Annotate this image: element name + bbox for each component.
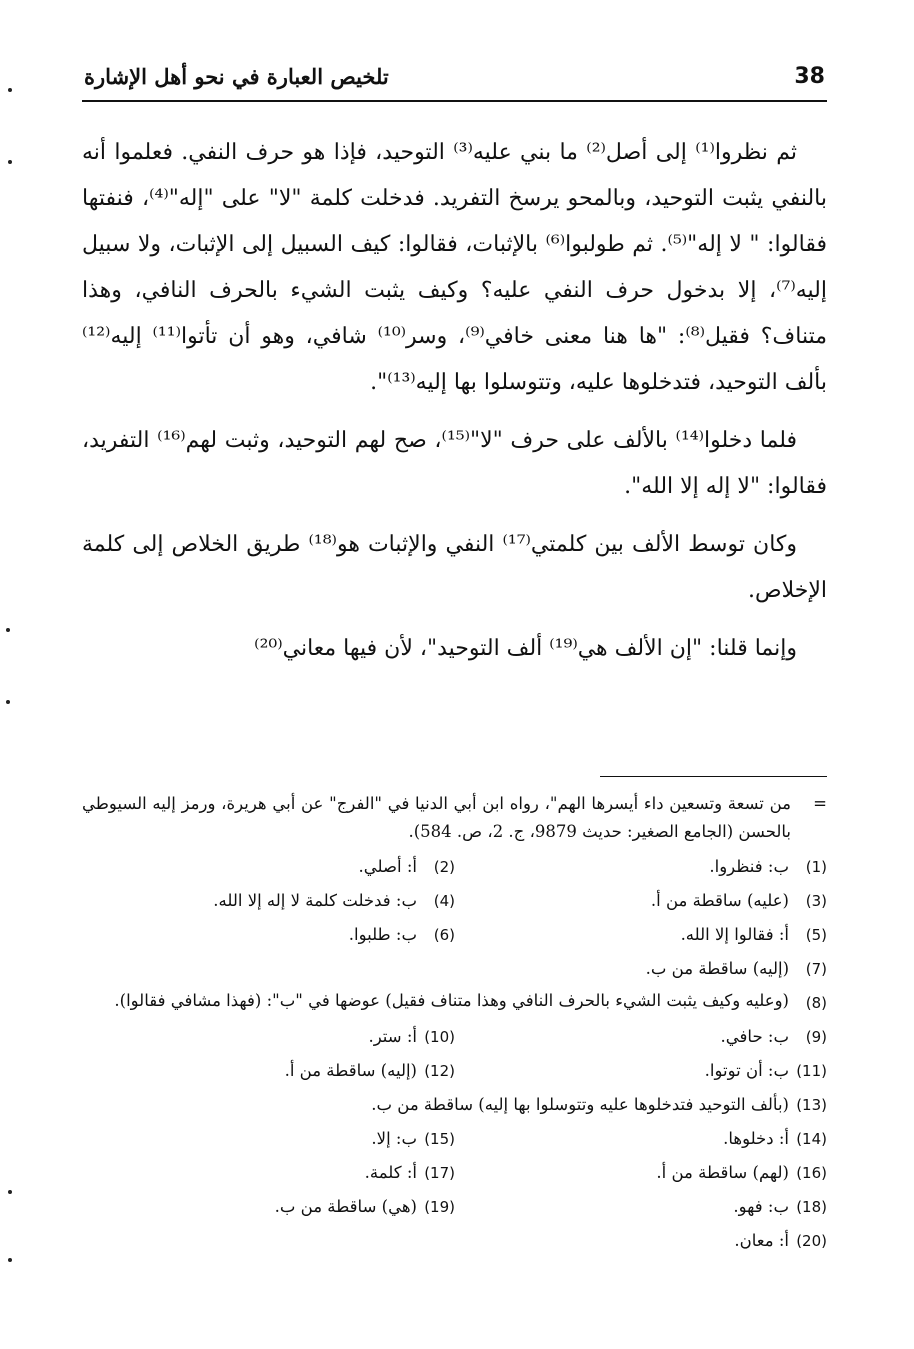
page-number: 38 — [794, 64, 825, 89]
footnote-number: (3) — [805, 892, 827, 910]
paragraph: وكان توسط الألف بين كلمتي⁽¹⁷⁾ النفي والإثبات هو⁽¹⁸⁾ طريق الخلاص إلى كلمة الإخلاص. — [82, 532, 827, 603]
footnote-number: (15) — [424, 1130, 455, 1148]
footnote-text: (عليه) ساقطة من أ. — [650, 891, 789, 910]
footnote-text: ب: طلبوا. — [348, 925, 417, 944]
footnote-text: (بألف التوحيد فتدخلوها عليه وتتوسلوا بها إليه) ساقطة من ب. — [371, 1095, 789, 1114]
footnote-text: أ: معان. — [734, 1231, 789, 1250]
footnote-item — [83, 1122, 455, 1156]
paragraph: ثم نظروا⁽¹⁾ إلى أصل⁽²⁾ ما بني عليه⁽³⁾ التوحيد، فإذا هو حرف النفي. فعلموا أنه بالنفي يثبت التوحيد، وبالمحو يرسخ التفريد. فدخلت كلمة "لا" على "إله"⁽⁴⁾، فنفتها فقالوا: " لا إله"⁽⁵⁾. ثم طولبوا⁽⁶⁾ بالإثبات، فقالوا: كيف السبيل إلى الإثبات، ولا سبيل إليه⁽⁷⁾، إلا بدخول حرف النفي عليه؟ وكيف يثبت الشيء بالحرف النافي، وهذا متناف؟ فقيل⁽⁸⁾: "ها هنا معنى خافي⁽⁹⁾، وسر⁽¹⁰⁾ شافي، وهو أن تأتوا⁽¹¹⁾ إليه⁽¹²⁾ بألف التوحيد، فتدخلوها عليه، وتتوسلوا بها إليه⁽¹³⁾". — [82, 140, 828, 395]
footnote-text: أ: دخلوها. — [723, 1129, 789, 1148]
footnote-item — [455, 1020, 827, 1054]
footnote-continuation — [82, 790, 827, 846]
footnote-item — [455, 850, 827, 884]
footnote-text: أ: ستر. — [368, 1027, 417, 1046]
footnote-row — [82, 1088, 827, 1122]
footnote-text: (وعليه وكيف يثبت الشيء بالحرف النافي وهذا متناف فقيل) عوضها في "ب": (فهذا مشافي فقالوا). — [114, 991, 789, 1010]
footnote-row — [82, 986, 827, 1020]
footnote-text: ب: فهو. — [733, 1197, 789, 1216]
footnote-number: (5) — [805, 926, 827, 944]
footnote-row — [82, 1020, 827, 1054]
footnote-number: (4) — [433, 892, 455, 910]
footnote-number: (18) — [796, 1198, 827, 1216]
footnote-row — [82, 1122, 827, 1156]
footnote-text: ب: إلا. — [371, 1129, 417, 1148]
footnote-item — [82, 1088, 827, 1122]
footnote-number: (16) — [796, 1164, 827, 1182]
footnote-item — [82, 986, 827, 1020]
page-header — [82, 58, 827, 102]
footnote-row — [82, 1156, 827, 1190]
footnote-text: (إليه) ساقطة من ب. — [645, 959, 789, 978]
footnote-row — [82, 952, 827, 986]
footnote-item — [82, 1224, 827, 1258]
footnote-number: (20) — [796, 1232, 827, 1250]
footnote-text: أ: فقالوا إلا الله. — [680, 925, 789, 944]
footnote-item — [83, 850, 455, 884]
footnote-item — [455, 1190, 827, 1224]
footnote-item — [455, 1156, 827, 1190]
footnote-text: (هي) ساقطة من ب. — [274, 1197, 417, 1216]
footnote-text: (إليه) ساقطة من أ. — [284, 1061, 417, 1080]
footnote-item — [83, 1020, 455, 1054]
footnote-list — [82, 850, 827, 1258]
footnote-row — [82, 850, 827, 884]
footnote-number: (1) — [805, 858, 827, 876]
footnote-item — [455, 918, 827, 952]
footnote-number: (17) — [424, 1164, 455, 1182]
footnote-separator — [600, 776, 827, 777]
footnote-item — [83, 1054, 455, 1088]
continuation-mark: = — [813, 794, 827, 813]
footnote-number: (9) — [805, 1028, 827, 1046]
footnote-text: ب: فدخلت كلمة لا إله إلا الله. — [213, 891, 417, 910]
footnote-number: (14) — [796, 1130, 827, 1148]
scan-speck — [6, 628, 10, 632]
scan-speck — [8, 160, 12, 164]
footnote-text: (لهم) ساقطة من أ. — [656, 1163, 789, 1182]
footnotes — [82, 790, 827, 1258]
footnote-row — [82, 1190, 827, 1224]
main-text — [82, 130, 827, 684]
footnote-item — [83, 1156, 455, 1190]
footnote-item — [83, 884, 455, 918]
scan-speck — [8, 1190, 12, 1194]
footnote-text: أ: أصلي. — [358, 857, 417, 876]
footnote-number: (19) — [424, 1198, 455, 1216]
footnote-number: (7) — [805, 960, 827, 978]
footnote-number: (2) — [433, 858, 455, 876]
running-title: تلخيص العبارة في نحو أهل الإشارة — [84, 64, 389, 89]
continuation-text: من تسعة وتسعين داء أيسرها الهم"، رواه ابن أبي الدنيا في "الفرج" عن أبي هريرة، ورمز إليه السيوطي بالحسن (الجامع الصغير: حديث 9879، ج. 2، ص. 584). — [82, 794, 791, 841]
footnote-item — [83, 1190, 455, 1224]
footnote-item — [455, 1054, 827, 1088]
footnote-text: ب: حافي. — [720, 1027, 789, 1046]
footnote-number: (10) — [424, 1028, 455, 1046]
footnote-text: ب: فنظروا. — [709, 857, 789, 876]
footnote-number: (13) — [796, 1096, 827, 1114]
footnote-item — [455, 884, 827, 918]
scan-speck — [8, 1258, 12, 1262]
footnote-row — [82, 918, 827, 952]
footnote-text: أ: كلمة. — [364, 1163, 417, 1182]
footnote-row — [82, 1054, 827, 1088]
footnote-item — [455, 1122, 827, 1156]
footnote-text: ب: أن توتوا. — [704, 1061, 789, 1080]
footnote-number: (6) — [433, 926, 455, 944]
scan-speck — [8, 88, 12, 92]
footnote-number: (8) — [805, 994, 827, 1012]
footnote-number: (11) — [796, 1062, 827, 1080]
footnote-number: (12) — [424, 1062, 455, 1080]
footnote-row — [82, 1224, 827, 1258]
paragraph: فلما دخلوا⁽¹⁴⁾ بالألف على حرف "لا"⁽¹⁵⁾، صح لهم التوحيد، وثبت لهم⁽¹⁶⁾ التفريد، فقالوا: "لا إله إلا الله". — [82, 428, 827, 499]
footnote-item — [82, 952, 827, 986]
paragraph: وإنما قلنا: "إن الألف هي⁽¹⁹⁾ ألف التوحيد"، لأن فيها معاني⁽²⁰⁾ — [254, 636, 797, 661]
scan-speck — [6, 700, 10, 704]
footnote-row — [82, 884, 827, 918]
footnote-item — [83, 918, 455, 952]
